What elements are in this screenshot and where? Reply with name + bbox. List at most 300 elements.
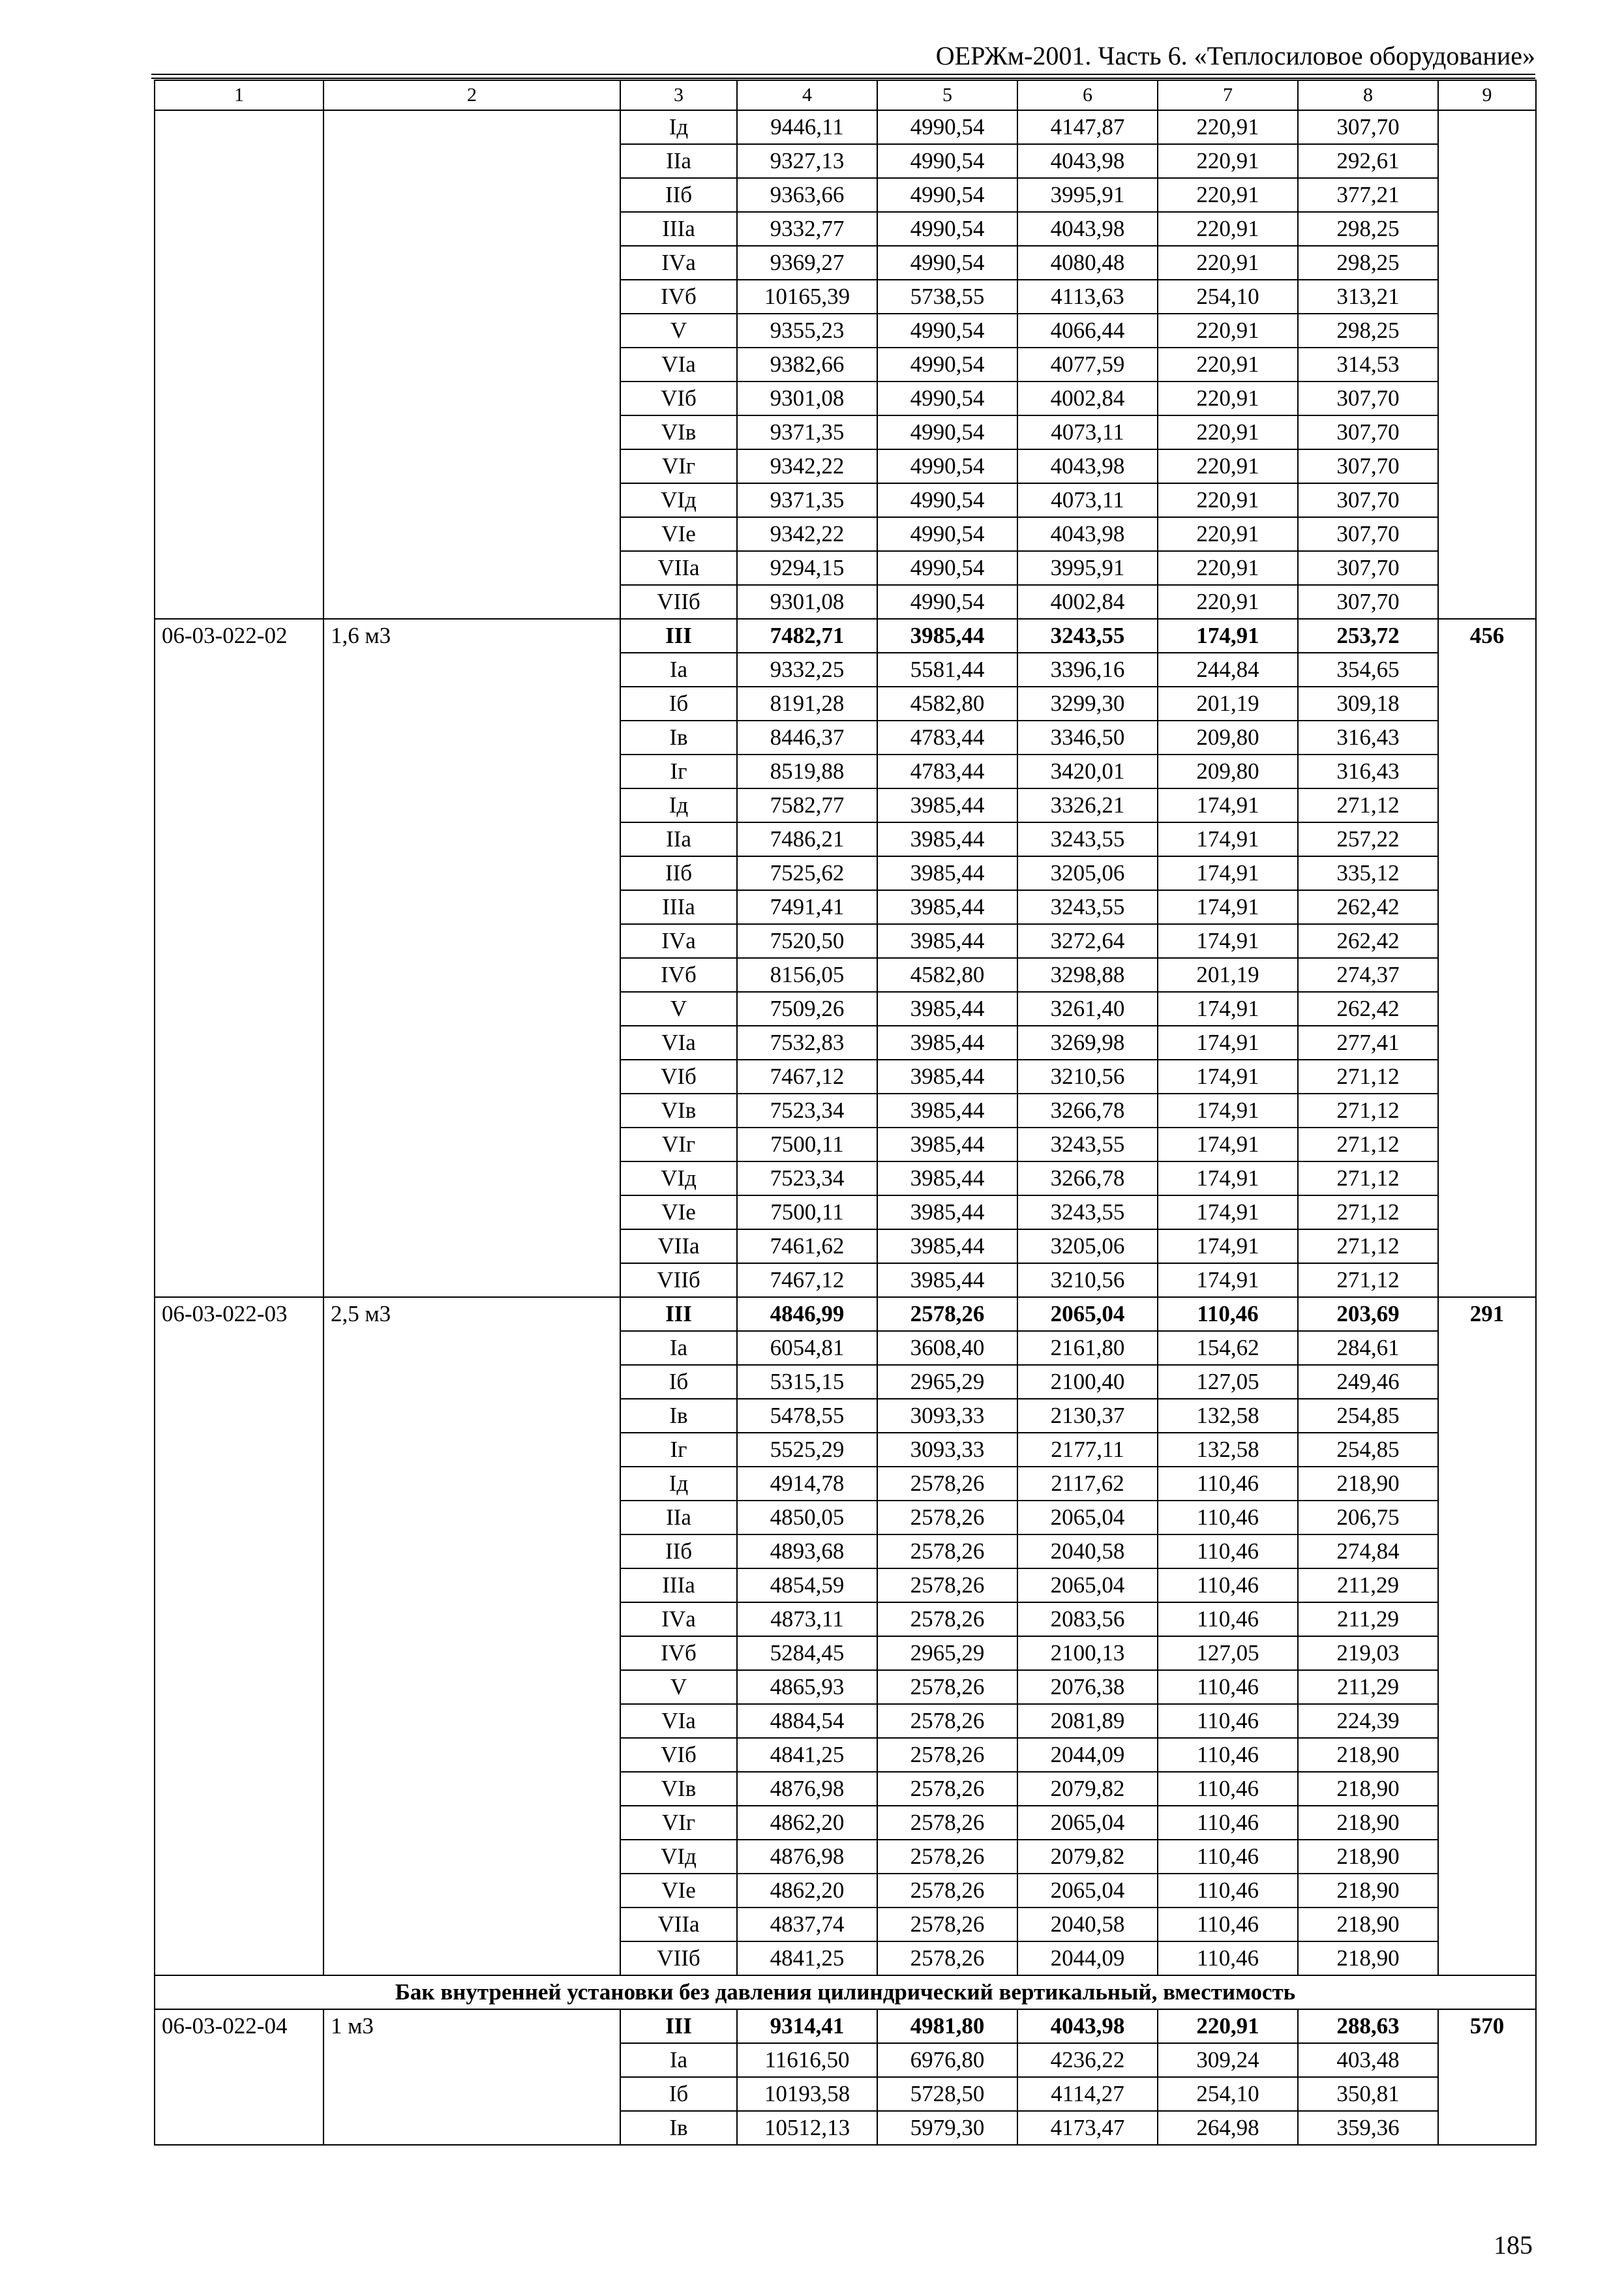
total-cost-cell: 4841,25 (737, 1941, 877, 1975)
wages-cell: 2578,26 (877, 1467, 1017, 1501)
materials-cell: 262,42 (1298, 924, 1438, 958)
zone-cell: IVб (620, 280, 737, 314)
zone-cell: VIа (620, 1704, 737, 1738)
machines-cell: 4236,22 (1017, 2043, 1158, 2077)
materials-cell: 313,21 (1298, 280, 1438, 314)
machines-cell: 2081,89 (1017, 1704, 1158, 1738)
machines-cell: 2065,04 (1017, 1501, 1158, 1534)
column-number: 3 (620, 80, 737, 110)
zone-cell: IIб (620, 178, 737, 212)
machinist-wages-cell: 110,46 (1158, 1806, 1298, 1840)
zone-cell: IVа (620, 246, 737, 280)
materials-cell: 307,70 (1298, 483, 1438, 517)
machines-cell: 2040,58 (1017, 1908, 1158, 1941)
total-cost-cell: 4841,25 (737, 1738, 877, 1772)
machinist-wages-cell: 174,91 (1158, 1263, 1298, 1297)
wages-cell: 4990,54 (877, 144, 1017, 178)
materials-cell: 218,90 (1298, 1738, 1438, 1772)
capacity-cell: 1,6 м3 (323, 619, 620, 1297)
machines-cell: 4113,63 (1017, 280, 1158, 314)
wages-cell: 5979,30 (877, 2111, 1017, 2145)
materials-cell: 298,25 (1298, 246, 1438, 280)
wages-cell: 4990,54 (877, 483, 1017, 517)
machinist-wages-cell: 174,91 (1158, 890, 1298, 924)
zone-cell: IVа (620, 1602, 737, 1636)
column-number-row (155, 80, 1536, 110)
zone-cell: VIб (620, 1738, 737, 1772)
total-cost-cell: 7467,12 (737, 1263, 877, 1297)
machinist-wages-cell: 174,91 (1158, 822, 1298, 856)
materials-cell: 218,90 (1298, 1806, 1438, 1840)
machinist-wages-cell: 220,91 (1158, 2009, 1298, 2043)
machines-cell: 3266,78 (1017, 1161, 1158, 1195)
total-cost-cell: 8446,37 (737, 721, 877, 755)
wages-cell: 3985,44 (877, 1026, 1017, 1060)
zone-cell: IIб (620, 856, 737, 890)
wages-cell: 5738,55 (877, 280, 1017, 314)
total-cost-cell: 4865,93 (737, 1670, 877, 1704)
machinist-wages-cell: 174,91 (1158, 1094, 1298, 1128)
machinist-wages-cell: 174,91 (1158, 1060, 1298, 1094)
wages-cell: 4990,54 (877, 517, 1017, 551)
total-cost-cell: 5525,29 (737, 1433, 877, 1467)
wages-cell: 3985,44 (877, 1195, 1017, 1229)
total-cost-cell: 10512,13 (737, 2111, 877, 2145)
machines-cell: 2117,62 (1017, 1467, 1158, 1501)
zone-cell: IVб (620, 958, 737, 992)
total-cost-cell: 4914,78 (737, 1467, 877, 1501)
wages-cell: 3985,44 (877, 856, 1017, 890)
machines-cell: 3261,40 (1017, 992, 1158, 1026)
wages-cell: 2965,29 (877, 1636, 1017, 1670)
wages-cell: 4981,80 (877, 2009, 1017, 2043)
code-cell: 06-03-022-04 (155, 2009, 323, 2145)
total-cost-cell: 4876,98 (737, 1840, 877, 1874)
total-cost-cell: 4850,05 (737, 1501, 877, 1534)
machines-cell: 2044,09 (1017, 1738, 1158, 1772)
wages-cell: 3093,33 (877, 1399, 1017, 1433)
materials-cell: 271,12 (1298, 1263, 1438, 1297)
machinist-wages-cell: 174,91 (1158, 1195, 1298, 1229)
total-cost-cell: 9355,23 (737, 314, 877, 348)
machines-cell: 2177,11 (1017, 1433, 1158, 1467)
zone-cell: Iг (620, 755, 737, 788)
materials-cell: 316,43 (1298, 721, 1438, 755)
zone-cell: VIIб (620, 1263, 737, 1297)
machinist-wages-cell: 110,46 (1158, 1670, 1298, 1704)
materials-cell: 316,43 (1298, 755, 1438, 788)
total-cost-cell: 7525,62 (737, 856, 877, 890)
wages-cell: 2578,26 (877, 1568, 1017, 1602)
materials-cell: 307,70 (1298, 517, 1438, 551)
machines-cell: 4043,98 (1017, 212, 1158, 246)
zone-cell: VIд (620, 1840, 737, 1874)
machinist-wages-cell: 174,91 (1158, 619, 1298, 653)
materials-cell: 271,12 (1298, 1094, 1438, 1128)
machines-cell: 3420,01 (1017, 755, 1158, 788)
machines-cell: 3269,98 (1017, 1026, 1158, 1060)
machinist-wages-cell: 174,91 (1158, 856, 1298, 890)
wages-cell: 4582,80 (877, 958, 1017, 992)
code-cell: 06-03-022-02 (155, 619, 323, 1297)
zone-cell: VIе (620, 1874, 737, 1908)
total-cost-cell: 4846,99 (737, 1297, 877, 1331)
materials-cell: 307,70 (1298, 449, 1438, 483)
machinist-wages-cell: 110,46 (1158, 1501, 1298, 1534)
zone-cell: VIе (620, 1195, 737, 1229)
wages-cell: 2578,26 (877, 1501, 1017, 1534)
column-number: 2 (323, 80, 620, 110)
zone-cell: III (620, 2009, 737, 2043)
materials-cell: 292,61 (1298, 144, 1438, 178)
total-cost-cell: 4873,11 (737, 1602, 877, 1636)
wages-cell: 2578,26 (877, 1670, 1017, 1704)
materials-cell: 211,29 (1298, 1670, 1438, 1704)
total-cost-cell: 4884,54 (737, 1704, 877, 1738)
machines-cell: 3205,06 (1017, 856, 1158, 890)
wages-cell: 4990,54 (877, 178, 1017, 212)
machines-cell: 3243,55 (1017, 619, 1158, 653)
machines-cell: 4043,98 (1017, 517, 1158, 551)
total-cost-cell: 9301,08 (737, 585, 877, 619)
total-cost-cell: 9446,11 (737, 110, 877, 144)
rates-table (154, 80, 1537, 2146)
machinist-wages-cell: 220,91 (1158, 348, 1298, 382)
zone-cell: Iд (620, 110, 737, 144)
wages-cell: 4990,54 (877, 110, 1017, 144)
wages-cell: 3985,44 (877, 890, 1017, 924)
machinist-wages-cell: 110,46 (1158, 1568, 1298, 1602)
zone-cell: VIIа (620, 1908, 737, 1941)
wages-cell: 4990,54 (877, 246, 1017, 280)
machinist-wages-cell: 174,91 (1158, 1161, 1298, 1195)
materials-cell: 262,42 (1298, 992, 1438, 1026)
quantity-cell: 456 (1438, 619, 1536, 1297)
total-cost-cell: 7520,50 (737, 924, 877, 958)
quantity-cell: 570 (1438, 2009, 1536, 2145)
materials-cell: 254,85 (1298, 1399, 1438, 1433)
materials-cell: 307,70 (1298, 110, 1438, 144)
machinist-wages-cell: 220,91 (1158, 449, 1298, 483)
zone-cell: IVа (620, 924, 737, 958)
total-cost-cell: 10165,39 (737, 280, 877, 314)
wages-cell: 4783,44 (877, 755, 1017, 788)
machinist-wages-cell: 110,46 (1158, 1874, 1298, 1908)
zone-cell: IIб (620, 1534, 737, 1568)
machinist-wages-cell: 174,91 (1158, 1128, 1298, 1161)
machinist-wages-cell: 110,46 (1158, 1941, 1298, 1975)
total-cost-cell: 11616,50 (737, 2043, 877, 2077)
zone-cell: VIв (620, 415, 737, 449)
materials-cell: 277,41 (1298, 1026, 1438, 1060)
total-cost-cell: 7523,34 (737, 1094, 877, 1128)
wages-cell: 2578,26 (877, 1738, 1017, 1772)
machines-cell: 3272,64 (1017, 924, 1158, 958)
total-cost-cell: 10193,58 (737, 2077, 877, 2111)
wages-cell: 4990,54 (877, 449, 1017, 483)
zone-cell: VIг (620, 1128, 737, 1161)
total-cost-cell: 7523,34 (737, 1161, 877, 1195)
zone-cell: VIIа (620, 1229, 737, 1263)
total-cost-cell: 4862,20 (737, 1806, 877, 1840)
wages-cell: 3985,44 (877, 1060, 1017, 1094)
machinist-wages-cell: 154,62 (1158, 1331, 1298, 1365)
materials-cell: 206,75 (1298, 1501, 1438, 1534)
wages-cell: 2578,26 (877, 1874, 1017, 1908)
wages-cell: 2578,26 (877, 1908, 1017, 1941)
machinist-wages-cell: 174,91 (1158, 1026, 1298, 1060)
materials-cell: 354,65 (1298, 653, 1438, 687)
machines-cell: 3243,55 (1017, 822, 1158, 856)
wages-cell: 3985,44 (877, 1161, 1017, 1195)
machinist-wages-cell: 220,91 (1158, 246, 1298, 280)
total-cost-cell: 9294,15 (737, 551, 877, 585)
machines-cell: 2161,80 (1017, 1331, 1158, 1365)
zone-cell: VIд (620, 483, 737, 517)
machinist-wages-cell: 110,46 (1158, 1772, 1298, 1806)
machinist-wages-cell: 309,24 (1158, 2043, 1298, 2077)
column-number: 8 (1298, 80, 1438, 110)
machines-cell: 2100,40 (1017, 1365, 1158, 1399)
materials-cell: 271,12 (1298, 788, 1438, 822)
wages-cell: 4582,80 (877, 687, 1017, 721)
machines-cell: 4002,84 (1017, 585, 1158, 619)
machines-cell: 2065,04 (1017, 1297, 1158, 1331)
zone-cell: III (620, 619, 737, 653)
total-cost-cell: 7532,83 (737, 1026, 877, 1060)
wages-cell: 2578,26 (877, 1297, 1017, 1331)
zone-cell: V (620, 992, 737, 1026)
wages-cell: 6976,80 (877, 2043, 1017, 2077)
wages-cell: 2578,26 (877, 1840, 1017, 1874)
machines-cell: 3346,50 (1017, 721, 1158, 755)
materials-cell: 298,25 (1298, 212, 1438, 246)
materials-cell: 211,29 (1298, 1568, 1438, 1602)
total-cost-cell: 9371,35 (737, 415, 877, 449)
machinist-wages-cell: 201,19 (1158, 687, 1298, 721)
zone-cell: Iа (620, 1331, 737, 1365)
materials-cell: 359,36 (1298, 2111, 1438, 2145)
total-cost-cell: 9314,41 (737, 2009, 877, 2043)
machines-cell: 2040,58 (1017, 1534, 1158, 1568)
machines-cell: 4077,59 (1017, 348, 1158, 382)
machines-cell: 4043,98 (1017, 449, 1158, 483)
machinist-wages-cell: 220,91 (1158, 551, 1298, 585)
wages-cell: 3985,44 (877, 822, 1017, 856)
materials-cell: 262,42 (1298, 890, 1438, 924)
total-cost-cell: 9342,22 (737, 517, 877, 551)
zone-cell: VIа (620, 1026, 737, 1060)
total-cost-cell: 7482,71 (737, 619, 877, 653)
zone-cell: V (620, 314, 737, 348)
materials-cell: 218,90 (1298, 1874, 1438, 1908)
wages-cell: 4990,54 (877, 585, 1017, 619)
machines-cell: 3995,91 (1017, 551, 1158, 585)
zone-cell: VIв (620, 1094, 737, 1128)
zone-cell: Iб (620, 687, 737, 721)
materials-cell: 218,90 (1298, 1467, 1438, 1501)
wages-cell: 3985,44 (877, 924, 1017, 958)
zone-cell: Iд (620, 1467, 737, 1501)
table-row (155, 110, 1536, 144)
machinist-wages-cell: 264,98 (1158, 2111, 1298, 2145)
machinist-wages-cell: 220,91 (1158, 144, 1298, 178)
materials-cell: 219,03 (1298, 1636, 1438, 1670)
total-cost-cell: 9332,25 (737, 653, 877, 687)
materials-cell: 253,72 (1298, 619, 1438, 653)
wages-cell: 2578,26 (877, 1941, 1017, 1975)
total-cost-cell: 4862,20 (737, 1874, 877, 1908)
wages-cell: 2578,26 (877, 1704, 1017, 1738)
total-cost-cell: 9327,13 (737, 144, 877, 178)
machinist-wages-cell: 110,46 (1158, 1534, 1298, 1568)
zone-cell: III (620, 1297, 737, 1331)
zone-cell: VIв (620, 1772, 737, 1806)
total-cost-cell: 4854,59 (737, 1568, 877, 1602)
zone-cell: IIа (620, 1501, 737, 1534)
wages-cell: 3608,40 (877, 1331, 1017, 1365)
section-title: Бак внутренней установки без давления цилиндрический вертикальный, вместимость (155, 1975, 1536, 2009)
machinist-wages-cell: 127,05 (1158, 1636, 1298, 1670)
table-row (155, 619, 1536, 653)
wages-cell: 3985,44 (877, 1229, 1017, 1263)
wages-cell: 3093,33 (877, 1433, 1017, 1467)
machinist-wages-cell: 110,46 (1158, 1467, 1298, 1501)
wages-cell: 3985,44 (877, 1263, 1017, 1297)
machinist-wages-cell: 220,91 (1158, 585, 1298, 619)
machinist-wages-cell: 220,91 (1158, 415, 1298, 449)
wages-cell: 5728,50 (877, 2077, 1017, 2111)
materials-cell: 377,21 (1298, 178, 1438, 212)
zone-cell: Iа (620, 2043, 737, 2077)
total-cost-cell: 5315,15 (737, 1365, 877, 1399)
machines-cell: 2083,56 (1017, 1602, 1158, 1636)
machinist-wages-cell: 174,91 (1158, 788, 1298, 822)
wages-cell: 2578,26 (877, 1534, 1017, 1568)
machines-cell: 3243,55 (1017, 890, 1158, 924)
materials-cell: 284,61 (1298, 1331, 1438, 1365)
total-cost-cell: 7486,21 (737, 822, 877, 856)
machines-cell: 2100,13 (1017, 1636, 1158, 1670)
zone-cell: Iв (620, 2111, 737, 2145)
machines-cell: 4114,27 (1017, 2077, 1158, 2111)
machines-cell: 2065,04 (1017, 1874, 1158, 1908)
total-cost-cell: 9382,66 (737, 348, 877, 382)
machinist-wages-cell: 220,91 (1158, 110, 1298, 144)
total-cost-cell: 7500,11 (737, 1195, 877, 1229)
table-row (155, 2009, 1536, 2043)
column-number: 7 (1158, 80, 1298, 110)
machines-cell: 4080,48 (1017, 246, 1158, 280)
machinist-wages-cell: 110,46 (1158, 1840, 1298, 1874)
quantity-cell: 291 (1438, 1297, 1536, 1975)
machines-cell: 4173,47 (1017, 2111, 1158, 2145)
machines-cell: 3210,56 (1017, 1060, 1158, 1094)
machinist-wages-cell: 220,91 (1158, 382, 1298, 415)
column-number: 5 (877, 80, 1017, 110)
machinist-wages-cell: 201,19 (1158, 958, 1298, 992)
zone-cell: VIб (620, 382, 737, 415)
zone-cell: VIб (620, 1060, 737, 1094)
zone-cell: VIд (620, 1161, 737, 1195)
total-cost-cell: 5284,45 (737, 1636, 877, 1670)
wages-cell: 3985,44 (877, 992, 1017, 1026)
zone-cell: VIIб (620, 1941, 737, 1975)
capacity-cell: 1 м3 (323, 2009, 620, 2145)
zone-cell: Iб (620, 1365, 737, 1399)
materials-cell: 309,18 (1298, 687, 1438, 721)
total-cost-cell: 7509,26 (737, 992, 877, 1026)
wages-cell: 3985,44 (877, 1128, 1017, 1161)
machines-cell: 3995,91 (1017, 178, 1158, 212)
materials-cell: 403,48 (1298, 2043, 1438, 2077)
materials-cell: 211,29 (1298, 1602, 1438, 1636)
total-cost-cell: 7582,77 (737, 788, 877, 822)
materials-cell: 271,12 (1298, 1195, 1438, 1229)
wages-cell: 4990,54 (877, 382, 1017, 415)
machines-cell: 4147,87 (1017, 110, 1158, 144)
machinist-wages-cell: 254,10 (1158, 2077, 1298, 2111)
machinist-wages-cell: 110,46 (1158, 1704, 1298, 1738)
zone-cell: Iв (620, 1399, 737, 1433)
materials-cell: 307,70 (1298, 415, 1438, 449)
machinist-wages-cell: 174,91 (1158, 992, 1298, 1026)
wages-cell: 3985,44 (877, 788, 1017, 822)
total-cost-cell: 8519,88 (737, 755, 877, 788)
total-cost-cell: 9363,66 (737, 178, 877, 212)
page-header: ОЕРЖм-2001. Часть 6. «Теплосиловое оборудование» (935, 41, 1535, 70)
machinist-wages-cell: 209,80 (1158, 755, 1298, 788)
materials-cell: 254,85 (1298, 1433, 1438, 1467)
materials-cell: 218,90 (1298, 1941, 1438, 1975)
materials-cell: 274,84 (1298, 1534, 1438, 1568)
machines-cell: 3243,55 (1017, 1128, 1158, 1161)
machines-cell: 3326,21 (1017, 788, 1158, 822)
zone-cell: VIе (620, 517, 737, 551)
materials-cell: 274,37 (1298, 958, 1438, 992)
total-cost-cell: 9371,35 (737, 483, 877, 517)
machines-cell: 4073,11 (1017, 483, 1158, 517)
machines-cell: 3299,30 (1017, 687, 1158, 721)
machinist-wages-cell: 209,80 (1158, 721, 1298, 755)
machines-cell: 2079,82 (1017, 1772, 1158, 1806)
zone-cell: Iв (620, 721, 737, 755)
wages-cell: 4990,54 (877, 212, 1017, 246)
total-cost-cell: 6054,81 (737, 1331, 877, 1365)
column-number: 1 (155, 80, 323, 110)
machines-cell: 3205,06 (1017, 1229, 1158, 1263)
page-number: 185 (1494, 2230, 1533, 2260)
capacity-cell: 2,5 м3 (323, 1297, 620, 1975)
machines-cell: 3396,16 (1017, 653, 1158, 687)
materials-cell: 218,90 (1298, 1840, 1438, 1874)
zone-cell: V (620, 1670, 737, 1704)
total-cost-cell: 5478,55 (737, 1399, 877, 1433)
machines-cell: 2076,38 (1017, 1670, 1158, 1704)
machines-cell: 2079,82 (1017, 1840, 1158, 1874)
materials-cell: 257,22 (1298, 822, 1438, 856)
machines-cell: 3243,55 (1017, 1195, 1158, 1229)
materials-cell: 307,70 (1298, 585, 1438, 619)
materials-cell: 249,46 (1298, 1365, 1438, 1399)
wages-cell: 3985,44 (877, 619, 1017, 653)
materials-cell: 218,90 (1298, 1908, 1438, 1941)
machines-cell: 4043,98 (1017, 2009, 1158, 2043)
wages-cell: 4990,54 (877, 348, 1017, 382)
machines-cell: 3298,88 (1017, 958, 1158, 992)
materials-cell: 307,70 (1298, 551, 1438, 585)
code-cell (155, 110, 323, 619)
